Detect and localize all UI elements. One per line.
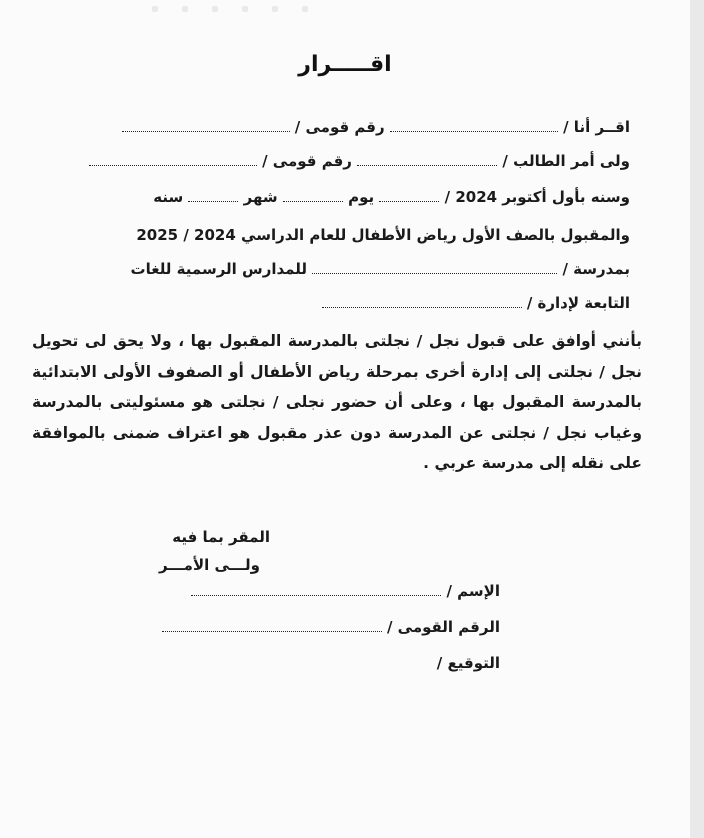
declarant-id-label: رقم قومى / <box>294 118 385 136</box>
guardian-id-label: رقم قومى / <box>262 152 352 170</box>
national-id-blank <box>162 621 382 632</box>
student-id-blank <box>89 155 257 166</box>
school-blank <box>312 263 557 274</box>
declarant-signature-heading: المقر بما فيه <box>172 528 270 546</box>
scan-artifact <box>140 0 560 18</box>
guardian-heading: ولـــى الأمـــر <box>158 556 260 574</box>
day-blank <box>379 191 439 202</box>
national-id-line <box>162 618 500 636</box>
name-blank <box>191 585 441 596</box>
declarant-name-blank <box>390 121 558 132</box>
administration-line <box>322 294 630 312</box>
declarant-line <box>122 118 630 136</box>
age-line <box>153 188 630 206</box>
declarant-label: اقــر أنا / <box>563 118 630 136</box>
name-line <box>191 582 500 600</box>
signature-line <box>437 654 500 672</box>
scan-edge <box>690 0 704 838</box>
age-label: وسنه بأول أكتوبر 2024 / <box>444 188 630 206</box>
month-blank <box>283 191 343 202</box>
student-name-blank <box>357 155 497 166</box>
guardian-label: ولى أمر الطالب / <box>502 152 630 170</box>
month-label: شهر <box>243 188 278 206</box>
school-type: للمدارس الرسمية للغات <box>130 260 307 278</box>
declaration-body: بأنني أوافق على قبول نجل / نجلتى بالمدرسة المقبول بها ، ولا يحق لى تحويل نجل / نجلتى إلى إدارة أخرى بمرحلة رياض الأطفال أو الصفوف الأولى الابتدائية بالمدرسة المقبول بها ، وعلى أن حضور نجلى / نجلتى هو مسئوليتى بالمدرسة وغياب نجل / نجلتى عن المدرسة دون عذر مقبول هو اعتراف ضمنى بالموافقة على نقله إلى مدرسة عربي . <box>32 332 642 472</box>
day-label: يوم <box>348 188 375 206</box>
declarant-id-blank <box>122 121 290 132</box>
administration-label: التابعة لإدارة / <box>526 294 630 312</box>
national-id-label: الرقم القومى / <box>386 618 500 636</box>
document-title: اقـــــرار <box>298 52 392 77</box>
school-line <box>131 260 630 278</box>
enrollment-line: والمقبول بالصف الأول رياض الأطفال للعام الدراسي 2024 / 2025 <box>136 226 630 244</box>
year-label: سنه <box>153 188 184 206</box>
name-label: الإسم / <box>446 582 500 600</box>
signature-label: التوقيع / <box>436 654 500 672</box>
administration-blank <box>322 297 522 308</box>
year-blank <box>188 191 238 202</box>
guardian-line <box>89 152 630 170</box>
school-label: بمدرسة / <box>562 260 630 278</box>
